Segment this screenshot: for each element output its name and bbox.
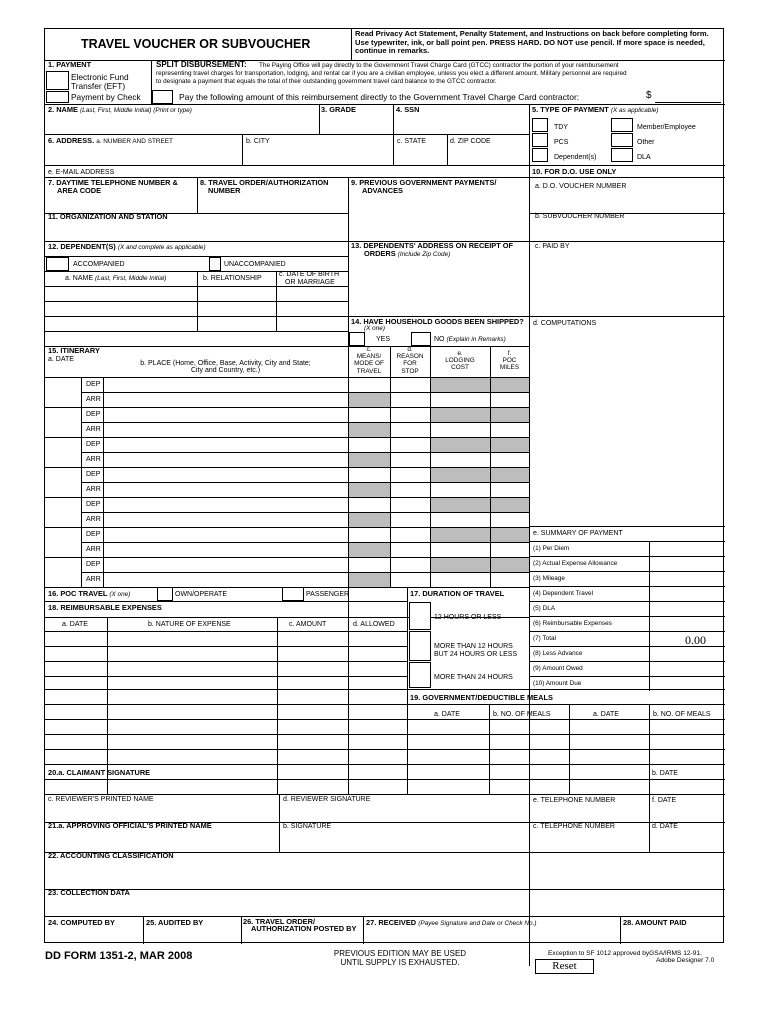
duration-more-label: MORE THAN 24 HOURS	[434, 674, 513, 681]
paid-by-label: c. PAID BY	[535, 243, 570, 250]
duration-24-label-2: BUT 24 HOURS OR LESS	[434, 651, 518, 658]
tdy-label: TDY	[554, 124, 568, 131]
itinerary-shaded-cell	[431, 408, 490, 422]
split-pay-line: Pay the following amount of this reimbursement directly to the Government Travel Charge Card contractor:	[179, 92, 580, 102]
email-label: e. E-MAIL ADDRESS	[48, 169, 115, 176]
summary-row	[529, 586, 725, 601]
ssn-label: 4. SSN	[396, 105, 420, 114]
accounting-label: 22. ACCOUNTING CLASSIFICATION	[48, 851, 174, 860]
itinerary-shaded-cell	[349, 453, 390, 467]
do-use-only-label: 10. FOR D.O. USE ONLY	[532, 167, 617, 176]
itinerary-dep-arr-label: ARR	[86, 426, 101, 433]
accompanied-checkbox[interactable]	[46, 257, 69, 271]
itinerary-shaded-cell	[491, 378, 529, 392]
meals-label: 19. GOVERNMENT/DEDUCTIBLE MEALS	[410, 693, 553, 702]
travel-voucher-form: TRAVEL VOUCHER OR SUBVOUCHER Read Privacy Act Statement, Penalty Statement, and Instructions on back before completing form. Use typewriter, ink, or ball point pen. PRESS HARD. DO NOT use pencil. If more space is needed, continue in remarks. 1. PAYMENT Electronic Fund Transfer (EFT) Payment by Check SPLIT DISBURSEMENT: The Paying Office will pay directly to the Government Travel Charge Card (GTCC) contractor the portion of your reimbursement representing travel charges for transportation, lodging, and rental car if you are a civilian employee, unless you elect a different amount. Military personnel are required to designate a payment that equals the total of their outstanding government travel card balance to the GTCC contractor. Pay the following amount of this reimbursement directly to the Government Travel Charge Card contractor: $ 2. NAME (Last, First, Middle Initial) (Print or type) 3. GRADE 4. SSN 5. TYPE OF PAYMENT (X as applicable) TDY PCS Dependent(s) Member/Employee Other DLA 6. ADDRESS. a. NUMBER AND STREET b. CITY c. STATE d. ZIP CODE e. E-MAIL ADDRESS 10. FOR D.O. USE ONLY 7. DAYTIME TELEPHONE NUMBER & AREA CODE 8. TRAVEL ORDER/AUTHORIZATION NUMBER 9. PREVIOUS GOVERNMENT PAYMENTS/ ADVANCES a. D.O. VOUCHER NUMBER 11. ORGANIZATION AND STATION b. SUBVOUCHER NUMBER 12. DEPENDENT(S) (X and complete as applicable) 13. DEPENDENTS' ADDRESS ON RECEIPT OF ORDERS (Include Zip Code) c. PAID BY ACCOMPANIED UNACCOMPANIED a. NAME (Last, First, Middle Initial) b. RELATIONSHIP c. DATE OF BIRTH OR MARRIAGE 14. HAVE HOUSEHOLD GOODS BEEN SHIPPED? (X one) YES NO (Explain in Remarks) d. COMPUTATIONS 15. ITINERARY a. DATE b. PLACE (Home, Office, Base, Activity, City and State; City and Country, etc.) c. MEANS/ MODE OF TRAVEL d. REASON FOR STOP e. LODGING COST f. POC MILES DEP ARR DEP ARR DEP ARR DEP ARR DEP ARR DEP ARR DEP ARR e. SUMMARY OF PAYMENT (1) Per Diem (2) Actual Expense Allowance (3) Mileage (4) Dependent Travel (5) DLA (6) Reimbursable Expenses (7) Total (8) Less Advance (9) Amount Owed (10) Amount Due 0.00 16. POC TRAVEL (X one) OWN/OPERATE PASSENGER 17. DURATION OF TRAVEL 18. REIMBURSABLE EXPENSES a. DATE b. NATURE OF EXPENSE c. AMOUNT d. ALLOWED 12 HOURS OR LESS MORE THAN 12 HOURS BUT 24 HOURS OR LESS MORE THAN 24 HOURS 19. GOVERNMENT/DEDUCTIBLE MEALS a. DATE b. NO. OF MEALS a. DATE b. NO. OF MEALS 20.a. CLAIMANT SIGNATURE b. DATE c. REVIEWER'S PRINTED NAME d. REVIEWER SIGNATURE e. TELEPHONE NUMBER f. DATE 21.a. APPROVING OFFICIAL'S PRINTED NAME b. SIGNATURE c. TELEPHONE NUMBER d. DATE 22. ACCOUNTING CLASSIFICATION 23. COLLECTION DATA 24. COMPUTED BY 25. AUDITED BY 26. TRAVEL ORDER/ AUTHORIZATION POSTED BY 27. RECEIVED (Payee Signature and Date or Check No.) 28. AMOUNT PAID	[44, 28, 724, 943]
other-checkbox[interactable]	[611, 133, 633, 147]
split-text-2: representing travel charges for transportation, lodging, and rental car if you are a civilian employee, unless you elect a different amount. Military personnel are required	[156, 70, 627, 77]
summary-item-label: (6) Reimbursable Expenses	[533, 620, 612, 627]
state-label: c. STATE	[397, 138, 426, 145]
summary-row	[529, 571, 725, 586]
itinerary-shaded-cell	[349, 513, 390, 527]
itinerary-row	[45, 572, 529, 587]
split-amount-input[interactable]	[655, 91, 721, 103]
itinerary-row	[45, 527, 529, 542]
itinerary-dep-arr-label: ARR	[86, 486, 101, 493]
meals-date-header-2: a. DATE	[593, 711, 619, 718]
zip-label: d. ZIP CODE	[450, 138, 491, 145]
summary-row	[529, 661, 725, 676]
duration-12-label: 12 HOURS OR LESS	[434, 614, 502, 621]
other-label: Other	[637, 139, 655, 146]
payment-label: 1. PAYMENT	[48, 60, 92, 69]
order-posted-label-2: AUTHORIZATION POSTED BY	[251, 924, 357, 933]
summary-row	[529, 616, 725, 631]
itinerary-shaded-cell	[491, 408, 529, 422]
name-label: 2. NAME (Last, First, Middle Initial) (Print or type)	[48, 105, 192, 114]
member-employee-checkbox[interactable]	[611, 118, 633, 132]
computations-label: d. COMPUTATIONS	[533, 320, 597, 327]
itinerary-dep-arr-label: DEP	[86, 381, 101, 388]
eft-checkbox[interactable]	[46, 71, 69, 90]
unaccompanied-checkbox[interactable]	[209, 257, 221, 271]
approver-date-label: d. DATE	[652, 823, 678, 830]
itinerary-dep-arr-label: ARR	[86, 576, 101, 583]
summary-row	[529, 556, 725, 571]
itinerary-row	[45, 392, 529, 407]
passenger-label: PASSENGER	[306, 591, 350, 598]
claimant-signature-label: 20.a. CLAIMANT SIGNATURE	[48, 768, 151, 777]
total-value: 0.00	[685, 633, 706, 647]
organization-label: 11. ORGANIZATION AND STATION	[48, 212, 168, 221]
itinerary-row	[45, 407, 529, 422]
received-label: 27. RECEIVED (Payee Signature and Date or Check No.)	[366, 918, 537, 927]
claimant-date-label: b. DATE	[652, 770, 678, 777]
previous-edition-2: UNTIL SUPPLY IS EXHAUSTED.	[340, 958, 460, 967]
form-id: DD FORM 1351-2, MAR 2008	[45, 950, 193, 962]
itinerary-shaded-cell	[491, 498, 529, 512]
expense-date-header: a. DATE	[62, 621, 88, 628]
summary-item-label: (10) Amount Due	[533, 680, 582, 687]
split-checkbox[interactable]	[152, 90, 173, 104]
reset-button[interactable]: Reset	[535, 959, 594, 974]
relationship-header: b. RELATIONSHIP	[203, 275, 262, 282]
dob-header-2: OR MARRIAGE	[285, 279, 335, 286]
expense-allowed-header: d. ALLOWED	[353, 621, 395, 628]
address-label: 6. ADDRESS. a. NUMBER AND STREET	[48, 136, 173, 145]
passenger-checkbox[interactable]	[282, 587, 304, 601]
reimbursable-label: 18. REIMBURSABLE EXPENSES	[48, 603, 162, 612]
poc-travel-label: 16. POC TRAVEL (X one)	[48, 589, 131, 598]
itinerary-row	[45, 497, 529, 512]
itinerary-dep-arr-label: ARR	[86, 546, 101, 553]
split-label: SPLIT DISBURSEMENT:	[156, 60, 247, 69]
collection-label: 23. COLLECTION DATA	[48, 888, 130, 897]
duration-24-checkbox[interactable]	[409, 631, 431, 661]
summary-item-label: (1) Per Diem	[533, 545, 570, 552]
itinerary-shaded-cell	[431, 438, 490, 452]
pcs-label: PCS	[554, 139, 569, 146]
form-title: TRAVEL VOUCHER OR SUBVOUCHER	[81, 37, 311, 51]
hhg-yes-checkbox[interactable]	[349, 332, 365, 346]
itinerary-shaded-cell	[491, 438, 529, 452]
itinerary-place-header-2: City and Country, etc.)	[190, 367, 261, 374]
itinerary-dep-arr-label: ARR	[86, 456, 101, 463]
itinerary-row	[45, 467, 529, 482]
itinerary-row	[45, 437, 529, 452]
audited-by-label: 25. AUDITED BY	[146, 918, 204, 927]
itinerary-label: 15. ITINERARY	[48, 346, 100, 355]
itinerary-shaded-cell	[349, 423, 390, 437]
itinerary-shaded-cell	[431, 558, 490, 572]
own-operate-checkbox[interactable]	[157, 587, 173, 601]
summary-item-label: (2) Actual Expense Allowance	[533, 560, 618, 567]
own-operate-label: OWN/OPERATE	[175, 591, 227, 598]
expense-amount-header: c. AMOUNT	[289, 621, 327, 628]
amount-paid-label: 28. AMOUNT PAID	[623, 918, 687, 927]
itinerary-shaded-cell	[349, 573, 390, 587]
itinerary-date-header: a. DATE	[48, 356, 74, 363]
itinerary-shaded-cell	[431, 528, 490, 542]
household-goods-label: 14. HAVE HOUSEHOLD GOODS BEEN SHIPPED?	[351, 317, 524, 326]
itinerary-dep-arr-label: DEP	[86, 441, 101, 448]
previous-payments-label-2: ADVANCES	[362, 186, 403, 195]
check-label: Payment by Check	[71, 92, 141, 102]
dla-checkbox[interactable]	[611, 148, 633, 162]
itinerary-dep-arr-label: ARR	[86, 396, 101, 403]
hhg-no-checkbox[interactable]	[411, 332, 431, 346]
itinerary-dep-arr-label: DEP	[86, 471, 101, 478]
duration-24-label-1: MORE THAN 12 HOURS	[434, 643, 513, 650]
accompanied-label: ACCOMPANIED	[73, 261, 125, 268]
itinerary-row	[45, 482, 529, 497]
meals-count-header-2: b. NO. OF MEALS	[653, 711, 711, 718]
summary-item-label: (9) Amount Owed	[533, 665, 583, 672]
summary-row	[529, 541, 725, 556]
itinerary-shaded-cell	[431, 498, 490, 512]
summary-row	[529, 646, 725, 661]
reviewer-phone-label: e. TELEPHONE NUMBER	[533, 797, 616, 804]
itinerary-shaded-cell	[431, 378, 490, 392]
unaccompanied-label: UNACCOMPANIED	[224, 261, 286, 268]
duration-12-checkbox[interactable]	[409, 602, 431, 630]
eft-label-2: Transfer (EFT)	[71, 81, 126, 91]
do-voucher-number-label: a. D.O. VOUCHER NUMBER	[535, 183, 627, 190]
member-employee-label: Member/Employee	[637, 124, 696, 131]
dob-header-1: c. DATE OF BIRTH	[279, 271, 340, 278]
itinerary-row	[45, 512, 529, 527]
reviewer-name-label: c. REVIEWER'S PRINTED NAME	[48, 796, 154, 803]
itinerary-shaded-cell	[491, 558, 529, 572]
reviewer-date-label: f. DATE	[652, 797, 676, 804]
grade-label: 3. GRADE	[321, 105, 356, 114]
header-instructions: Read Privacy Act Statement, Penalty Statement, and Instructions on back before completing form. Use typewriter, ink, or ball point pen. PRESS HARD. DO NOT use pencil. If more space is needed, continue in remarks.	[355, 29, 709, 56]
household-goods-hint: (X one)	[364, 325, 385, 332]
type-of-payment-label: 5. TYPE OF PAYMENT (X as applicable)	[532, 105, 659, 114]
itinerary-row	[45, 377, 529, 392]
approver-phone-label: c. TELEPHONE NUMBER	[533, 823, 615, 830]
itinerary-shaded-cell	[349, 393, 390, 407]
dependents-checkbox[interactable]	[532, 148, 548, 162]
itinerary-shaded-cell	[491, 468, 529, 482]
expense-nature-header: b. NATURE OF EXPENSE	[148, 621, 231, 628]
approver-signature-label: b. SIGNATURE	[283, 823, 332, 830]
pcs-checkbox[interactable]	[532, 133, 548, 147]
itinerary-row	[45, 557, 529, 572]
reviewer-signature-label: d. REVIEWER SIGNATURE	[283, 796, 371, 803]
itinerary-shaded-cell	[349, 543, 390, 557]
exception-note: Exception to SF 1012 approved byGSA/IRMS 12-91.	[548, 950, 702, 957]
summary-row	[529, 601, 725, 616]
hhg-no-label: NO (Explain in Remarks)	[434, 336, 506, 343]
dependents-label: Dependent(s)	[554, 154, 597, 161]
summary-item-label: (8) Less Advance	[533, 650, 583, 657]
telephone-label-2: AREA CODE	[57, 186, 102, 195]
subvoucher-number-label: b. SUBVOUCHER NUMBER	[535, 213, 625, 220]
hhg-yes-label: YES	[376, 336, 391, 343]
tdy-checkbox[interactable]	[532, 118, 548, 132]
split-text-1: The Paying Office will pay directly to the Government Travel Charge Card (GTCC) contractor the portion of your reimbursement	[259, 62, 619, 69]
summary-item-label: (3) Mileage	[533, 575, 565, 582]
telephone-label-1: 7. DAYTIME TELEPHONE NUMBER &	[48, 178, 178, 187]
summary-item-label: (5) DLA	[533, 605, 556, 612]
designer-note: Adobe Designer 7.0	[656, 957, 715, 964]
travel-order-label-1: 8. TRAVEL ORDER/AUTHORIZATION	[200, 178, 329, 187]
duration-label: 17. DURATION OF TRAVEL	[410, 589, 505, 598]
dla-label: DLA	[637, 154, 651, 161]
split-text-3: to designate a payment that equals the total of their outstanding government travel card balance to the GTCC contractor.	[156, 78, 497, 85]
itinerary-dep-arr-label: ARR	[86, 516, 101, 523]
dependents-address-label-2: ORDERS (Include Zip Code)	[364, 249, 451, 258]
itinerary-dep-arr-label: DEP	[86, 411, 101, 418]
city-label: b. CITY	[246, 138, 270, 145]
travel-order-label-2: NUMBER	[208, 186, 241, 195]
dependents-address-label-1: 13. DEPENDENTS' ADDRESS ON RECEIPT OF	[351, 241, 514, 250]
itinerary-shaded-cell	[491, 528, 529, 542]
meals-count-header-1: b. NO. OF MEALS	[493, 711, 551, 718]
meals-date-header-1: a. DATE	[434, 711, 460, 718]
itinerary-dep-arr-label: DEP	[86, 501, 101, 508]
approving-official-label: 21.a. APPROVING OFFICIAL'S PRINTED NAME	[48, 821, 212, 830]
eft-label-1: Electronic Fund	[71, 72, 129, 82]
itinerary-row	[45, 542, 529, 557]
itinerary-row	[45, 422, 529, 437]
order-posted-label-1: 26. TRAVEL ORDER/	[243, 917, 316, 926]
summary-item-label: (7) Total	[533, 635, 556, 642]
summary-item-label: (4) Dependent Travel	[533, 590, 594, 597]
itinerary-dep-arr-label: DEP	[86, 561, 101, 568]
computed-by-label: 24. COMPUTED BY	[48, 918, 115, 927]
previous-edition-1: PREVIOUS EDITION MAY BE USED	[333, 949, 467, 958]
duration-more-checkbox[interactable]	[409, 662, 431, 688]
check-checkbox[interactable]	[46, 91, 69, 103]
dependents-section-label: 12. DEPENDENT(S) (X and complete as applicable)	[48, 242, 206, 251]
itinerary-row	[45, 452, 529, 467]
summary-label: e. SUMMARY OF PAYMENT	[533, 530, 623, 537]
itinerary-place-header-1: b. PLACE (Home, Office, Base, Activity, City and State;	[140, 360, 311, 367]
itinerary-dep-arr-label: DEP	[86, 531, 101, 538]
dependent-name-header: a. NAME (Last, First, Middle Initial)	[65, 275, 167, 282]
itinerary-shaded-cell	[431, 468, 490, 482]
itinerary-shaded-cell	[349, 483, 390, 497]
previous-payments-label-1: 9. PREVIOUS GOVERNMENT PAYMENTS/	[351, 178, 497, 187]
dollar-sign: $	[646, 90, 652, 101]
